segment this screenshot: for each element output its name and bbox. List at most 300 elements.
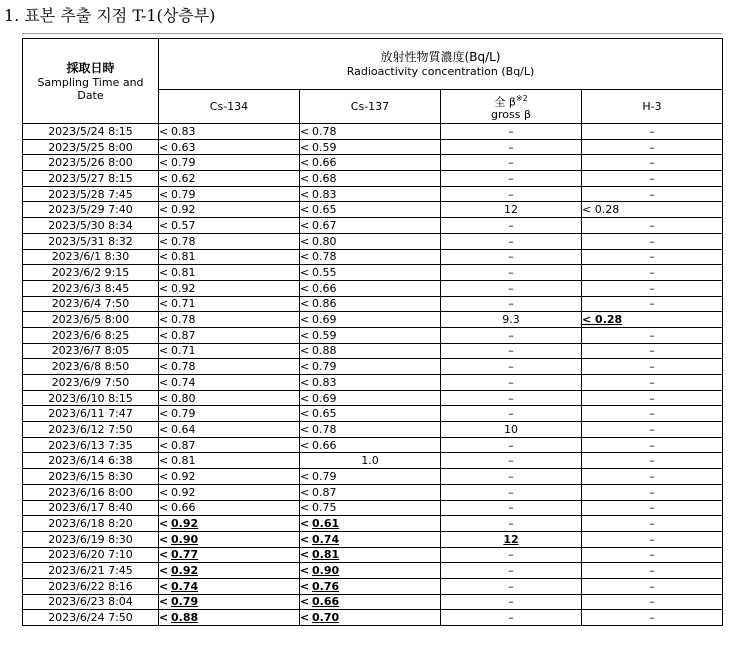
less-than-sign: < <box>300 360 310 374</box>
less-than-sign: < <box>159 266 169 280</box>
sampling-date-cell: 2023/6/5 8:00 <box>23 312 159 328</box>
less-than-sign: < <box>159 438 169 452</box>
gross-beta-cell <box>441 249 582 265</box>
h3-cell <box>582 594 723 610</box>
gross-beta-cell <box>441 375 582 391</box>
gross-beta-value: – <box>508 218 514 232</box>
date-header-en1: Sampling Time and <box>37 76 144 89</box>
cs134-cell <box>159 312 300 328</box>
cs137-cell <box>300 422 441 438</box>
less-than-sign: < <box>300 187 310 201</box>
cs134-column-header: Cs-134 <box>159 90 300 124</box>
less-than-sign: < <box>300 171 310 185</box>
table-row <box>23 139 723 155</box>
cs137-cell <box>300 218 441 234</box>
less-than-sign: < <box>159 469 169 483</box>
h3-cell <box>582 563 723 579</box>
gross-beta-value: – <box>508 124 514 138</box>
cs134-cell <box>159 233 300 249</box>
less-than-sign: < <box>300 328 310 342</box>
cs134-value: 0.90 <box>171 532 199 546</box>
cs134-value: 0.63 <box>171 140 196 154</box>
h3-cell <box>582 280 723 296</box>
sampling-date-cell: 2023/6/4 7:50 <box>23 296 159 312</box>
sampling-date-cell: 2023/5/29 7:40 <box>23 202 159 218</box>
less-than-sign: < <box>159 595 169 609</box>
gross-beta-value: – <box>508 611 514 625</box>
less-than-sign: < <box>159 187 169 201</box>
table-row <box>23 390 723 406</box>
gross-beta-cell <box>441 312 582 328</box>
table-row <box>23 594 723 610</box>
gross-beta-cell <box>441 563 582 579</box>
h3-cell <box>582 484 723 500</box>
cs137-value: 0.66 <box>312 595 340 609</box>
gross-beta-column-header <box>441 90 582 124</box>
h3-value: – <box>649 501 655 515</box>
cs137-cell <box>300 437 441 453</box>
gross-beta-value: – <box>508 156 514 170</box>
gross-beta-cell <box>441 327 582 343</box>
cs134-value: 0.92 <box>171 485 196 499</box>
gross-beta-cell <box>441 547 582 563</box>
cs134-cell <box>159 390 300 406</box>
cs134-cell <box>159 578 300 594</box>
cs137-cell <box>300 406 441 422</box>
cs134-cell <box>159 296 300 312</box>
h3-value: – <box>649 485 655 499</box>
h3-value: – <box>649 234 655 248</box>
h3-cell <box>582 390 723 406</box>
date-header-en2: Date <box>77 89 104 102</box>
cs137-value: 0.70 <box>312 611 340 625</box>
table-row <box>23 359 723 375</box>
less-than-sign: < <box>300 140 310 154</box>
less-than-sign: < <box>159 250 169 264</box>
h3-value: – <box>649 532 655 546</box>
cs134-value: 0.66 <box>171 501 196 515</box>
sampling-date-cell: 2023/5/25 8:00 <box>23 139 159 155</box>
h3-cell <box>582 343 723 359</box>
cs137-value: 0.78 <box>312 124 337 138</box>
cs134-cell <box>159 594 300 610</box>
cs134-cell <box>159 359 300 375</box>
gross-beta-value: – <box>508 250 514 264</box>
gross-beta-cell <box>441 469 582 485</box>
gross-beta-cell <box>441 453 582 469</box>
beta-footnote-mark: ※2 <box>515 93 528 103</box>
cs134-cell <box>159 139 300 155</box>
cs134-value: 0.74 <box>171 579 199 593</box>
sampling-date-cell: 2023/6/9 7:50 <box>23 375 159 391</box>
cs137-value: 0.76 <box>312 579 340 593</box>
cs137-value: 0.59 <box>312 140 337 154</box>
cs134-cell <box>159 437 300 453</box>
sampling-date-cell: 2023/6/17 8:40 <box>23 500 159 516</box>
cs134-value: 0.71 <box>171 344 196 358</box>
h3-cell <box>582 359 723 375</box>
cs137-cell <box>300 359 441 375</box>
cs137-value: 0.65 <box>312 203 337 217</box>
h3-value: – <box>649 344 655 358</box>
gross-beta-value: 12 <box>503 532 519 546</box>
less-than-sign: < <box>159 234 169 248</box>
date-column-header <box>23 39 159 124</box>
cs137-cell <box>300 124 441 140</box>
gross-beta-value: – <box>508 187 514 201</box>
table-row <box>23 312 723 328</box>
cs134-value: 0.78 <box>171 234 196 248</box>
gross-beta-value: – <box>508 375 514 389</box>
h3-cell <box>582 406 723 422</box>
gross-beta-cell <box>441 171 582 187</box>
cs137-column-header: Cs-137 <box>300 90 441 124</box>
less-than-sign: < <box>159 611 169 625</box>
h3-value: – <box>649 124 655 138</box>
cs134-cell <box>159 155 300 171</box>
cs137-cell <box>300 453 441 469</box>
table-row <box>23 531 723 547</box>
gross-beta-value: – <box>508 234 514 248</box>
cs134-value: 0.88 <box>171 611 199 625</box>
less-than-sign: < <box>300 234 310 248</box>
cs134-value: 0.81 <box>171 250 196 264</box>
table-row <box>23 186 723 202</box>
h3-value: – <box>649 564 655 578</box>
sampling-date-cell: 2023/6/24 7:50 <box>23 610 159 626</box>
gross-beta-cell <box>441 155 582 171</box>
table-row <box>23 124 723 140</box>
h3-cell <box>582 218 723 234</box>
h3-cell <box>582 155 723 171</box>
sampling-date-cell: 2023/6/20 7:10 <box>23 547 159 563</box>
h3-cell <box>582 312 723 328</box>
less-than-sign: < <box>300 375 310 389</box>
cs134-cell <box>159 531 300 547</box>
less-than-sign: < <box>300 469 310 483</box>
gross-beta-value: – <box>508 266 514 280</box>
less-than-sign: < <box>300 438 310 452</box>
cs137-value: 0.66 <box>312 156 337 170</box>
gross-beta-cell <box>441 124 582 140</box>
cs137-value: 0.86 <box>312 297 337 311</box>
table-row <box>23 469 723 485</box>
h3-cell <box>582 233 723 249</box>
gross-beta-value: – <box>508 454 514 468</box>
table-row <box>23 218 723 234</box>
cs137-value: 0.83 <box>312 187 337 201</box>
h3-value: < 0.28 <box>582 313 623 327</box>
h3-cell <box>582 610 723 626</box>
less-than-sign: < <box>300 281 310 295</box>
gross-beta-cell <box>441 610 582 626</box>
h3-value: – <box>649 266 655 280</box>
cs134-value: 0.77 <box>171 548 199 562</box>
sampling-date-cell: 2023/6/21 7:45 <box>23 563 159 579</box>
cs137-cell <box>300 202 441 218</box>
less-than-sign: < <box>159 407 169 421</box>
sampling-date-cell: 2023/6/12 7:50 <box>23 422 159 438</box>
cs137-value: 0.61 <box>312 517 340 531</box>
table-row <box>23 171 723 187</box>
cs137-value: 0.90 <box>312 564 340 578</box>
less-than-sign: < <box>159 124 169 138</box>
cs137-value: 0.80 <box>312 234 337 248</box>
h3-value: – <box>649 140 655 154</box>
table-body <box>23 124 723 626</box>
table-row <box>23 327 723 343</box>
table-row <box>23 422 723 438</box>
radioactivity-table <box>22 38 723 626</box>
gross-beta-cell <box>441 218 582 234</box>
h3-cell <box>582 124 723 140</box>
less-than-sign: < <box>159 422 169 436</box>
cs134-value: 0.74 <box>171 375 196 389</box>
h3-value: < 0.28 <box>582 203 620 217</box>
cs137-cell <box>300 280 441 296</box>
cs137-cell <box>300 610 441 626</box>
cs137-cell <box>300 186 441 202</box>
h3-value: – <box>649 517 655 531</box>
h3-value: – <box>649 454 655 468</box>
cs134-value: 0.92 <box>171 281 196 295</box>
sampling-date-cell: 2023/5/31 8:32 <box>23 233 159 249</box>
cs137-value: 0.59 <box>312 328 337 342</box>
cs134-value: 0.87 <box>171 438 196 452</box>
less-than-sign: < <box>300 485 310 499</box>
cs134-cell <box>159 171 300 187</box>
table-row <box>23 406 723 422</box>
cs137-cell <box>300 233 441 249</box>
less-than-sign: < <box>300 266 310 280</box>
table-row <box>23 296 723 312</box>
cs137-cell <box>300 139 441 155</box>
sampling-date-cell: 2023/6/1 8:30 <box>23 249 159 265</box>
table-row <box>23 547 723 563</box>
h3-value: – <box>649 360 655 374</box>
gross-beta-cell <box>441 500 582 516</box>
less-than-sign: < <box>300 517 310 531</box>
h3-cell <box>582 437 723 453</box>
sampling-date-cell: 2023/6/22 8:16 <box>23 578 159 594</box>
gross-beta-value: – <box>508 171 514 185</box>
cs134-value: 0.79 <box>171 156 196 170</box>
cs134-cell <box>159 202 300 218</box>
cs137-cell <box>300 563 441 579</box>
less-than-sign: < <box>300 313 310 327</box>
h3-value: – <box>649 297 655 311</box>
sampling-date-cell: 2023/6/8 8:50 <box>23 359 159 375</box>
cs134-value: 0.92 <box>171 203 196 217</box>
sampling-date-cell: 2023/6/14 6:38 <box>23 453 159 469</box>
table-row <box>23 233 723 249</box>
cs134-cell <box>159 453 300 469</box>
h3-cell <box>582 578 723 594</box>
cs134-cell <box>159 406 300 422</box>
cs137-value: 0.69 <box>312 313 337 327</box>
sampling-date-cell: 2023/6/13 7:35 <box>23 437 159 453</box>
h3-value: – <box>649 375 655 389</box>
gross-beta-cell <box>441 516 582 532</box>
less-than-sign: < <box>300 124 310 138</box>
gross-beta-value: – <box>508 360 514 374</box>
less-than-sign: < <box>300 218 310 232</box>
less-than-sign: < <box>159 360 169 374</box>
gross-beta-value: – <box>508 564 514 578</box>
h3-value: – <box>649 579 655 593</box>
less-than-sign: < <box>300 532 310 546</box>
gross-beta-value: – <box>508 485 514 499</box>
gross-beta-cell <box>441 594 582 610</box>
cs134-cell <box>159 265 300 281</box>
cs137-cell <box>300 516 441 532</box>
sampling-date-cell: 2023/5/30 8:34 <box>23 218 159 234</box>
table-row <box>23 155 723 171</box>
h3-cell <box>582 547 723 563</box>
cs134-value: 0.92 <box>171 517 199 531</box>
h3-cell <box>582 469 723 485</box>
cs134-value: 0.62 <box>171 171 196 185</box>
cs134-cell <box>159 500 300 516</box>
less-than-sign: < <box>159 297 169 311</box>
cs134-cell <box>159 547 300 563</box>
less-than-sign: < <box>159 140 169 154</box>
h3-cell <box>582 296 723 312</box>
cs137-value: 0.74 <box>312 532 340 546</box>
gross-beta-value: – <box>508 501 514 515</box>
gross-beta-value: 12 <box>504 203 518 217</box>
sampling-date-cell: 2023/5/24 8:15 <box>23 124 159 140</box>
cs137-value: 0.88 <box>312 344 337 358</box>
page-title: 1. 표본 추출 지점 T-1(상층부) <box>4 6 216 25</box>
cs137-cell <box>300 390 441 406</box>
less-than-sign: < <box>159 328 169 342</box>
less-than-sign: < <box>159 313 169 327</box>
cs134-value: 0.92 <box>171 469 196 483</box>
cs137-value: 0.79 <box>312 360 337 374</box>
h3-value: – <box>649 422 655 436</box>
table-row <box>23 343 723 359</box>
h3-value: – <box>649 391 655 405</box>
h3-cell <box>582 500 723 516</box>
top-rule <box>22 33 722 34</box>
less-than-sign: < <box>159 203 169 217</box>
gross-beta-cell <box>441 186 582 202</box>
gross-beta-cell <box>441 531 582 547</box>
table-row <box>23 280 723 296</box>
sampling-date-cell: 2023/6/19 8:30 <box>23 531 159 547</box>
less-than-sign: < <box>159 501 169 515</box>
h3-cell <box>582 139 723 155</box>
h3-cell <box>582 171 723 187</box>
table-row <box>23 265 723 281</box>
beta-header-jp: 全 β <box>494 95 516 109</box>
cs137-cell <box>300 312 441 328</box>
conc-header-en: Radioactivity concentration (Bq/L) <box>346 65 535 78</box>
cs137-value: 0.87 <box>312 485 337 499</box>
h3-value: – <box>649 438 655 452</box>
table-row <box>23 437 723 453</box>
less-than-sign: < <box>159 375 169 389</box>
less-than-sign: < <box>300 579 310 593</box>
sampling-date-cell: 2023/6/15 8:30 <box>23 469 159 485</box>
cs137-cell <box>300 594 441 610</box>
cs137-value: 1.0 <box>361 454 379 468</box>
sampling-date-cell: 2023/6/7 8:05 <box>23 343 159 359</box>
h3-cell <box>582 249 723 265</box>
cs137-value: 0.55 <box>312 266 337 280</box>
cs134-value: 0.79 <box>171 407 196 421</box>
date-header-jp: 採取日時 <box>66 61 115 75</box>
less-than-sign: < <box>300 501 310 515</box>
cs134-cell <box>159 186 300 202</box>
sampling-date-cell: 2023/6/16 8:00 <box>23 484 159 500</box>
less-than-sign: < <box>300 250 310 264</box>
h3-value: – <box>649 328 655 342</box>
cs137-cell <box>300 265 441 281</box>
gross-beta-value: 9.3 <box>502 313 520 327</box>
less-than-sign: < <box>300 564 310 578</box>
h3-cell <box>582 265 723 281</box>
gross-beta-cell <box>441 422 582 438</box>
sampling-date-cell: 2023/6/3 8:45 <box>23 280 159 296</box>
sampling-date-cell: 2023/6/18 8:20 <box>23 516 159 532</box>
cs134-value: 0.57 <box>171 218 196 232</box>
cs137-value: 0.69 <box>312 391 337 405</box>
gross-beta-cell <box>441 296 582 312</box>
cs137-cell <box>300 547 441 563</box>
sampling-date-cell: 2023/5/28 7:45 <box>23 186 159 202</box>
h3-value: – <box>649 611 655 625</box>
gross-beta-value: – <box>508 548 514 562</box>
h3-value: – <box>649 469 655 483</box>
table-row <box>23 578 723 594</box>
cs137-cell <box>300 155 441 171</box>
less-than-sign: < <box>159 344 169 358</box>
cs134-value: 0.83 <box>171 124 196 138</box>
concentration-header <box>159 39 723 90</box>
h3-cell <box>582 202 723 218</box>
cs134-value: 0.64 <box>171 422 196 436</box>
cs134-value: 0.78 <box>171 313 196 327</box>
less-than-sign: < <box>300 548 310 562</box>
h3-cell <box>582 516 723 532</box>
gross-beta-value: – <box>508 438 514 452</box>
cs137-cell <box>300 375 441 391</box>
h3-value: – <box>649 595 655 609</box>
h3-cell <box>582 327 723 343</box>
less-than-sign: < <box>159 171 169 185</box>
less-than-sign: < <box>300 344 310 358</box>
gross-beta-cell <box>441 202 582 218</box>
cs134-value: 0.81 <box>171 454 196 468</box>
less-than-sign: < <box>159 281 169 295</box>
h3-value: – <box>649 548 655 562</box>
cs137-cell <box>300 469 441 485</box>
h3-cell <box>582 422 723 438</box>
gross-beta-cell <box>441 280 582 296</box>
cs134-cell <box>159 249 300 265</box>
beta-header-en: gross β <box>491 108 531 122</box>
table-row <box>23 610 723 626</box>
less-than-sign: < <box>300 156 310 170</box>
cs134-cell <box>159 124 300 140</box>
less-than-sign: < <box>159 532 169 546</box>
sampling-date-cell: 2023/5/26 8:00 <box>23 155 159 171</box>
table-row <box>23 249 723 265</box>
table-row <box>23 563 723 579</box>
cs134-value: 0.80 <box>171 391 196 405</box>
